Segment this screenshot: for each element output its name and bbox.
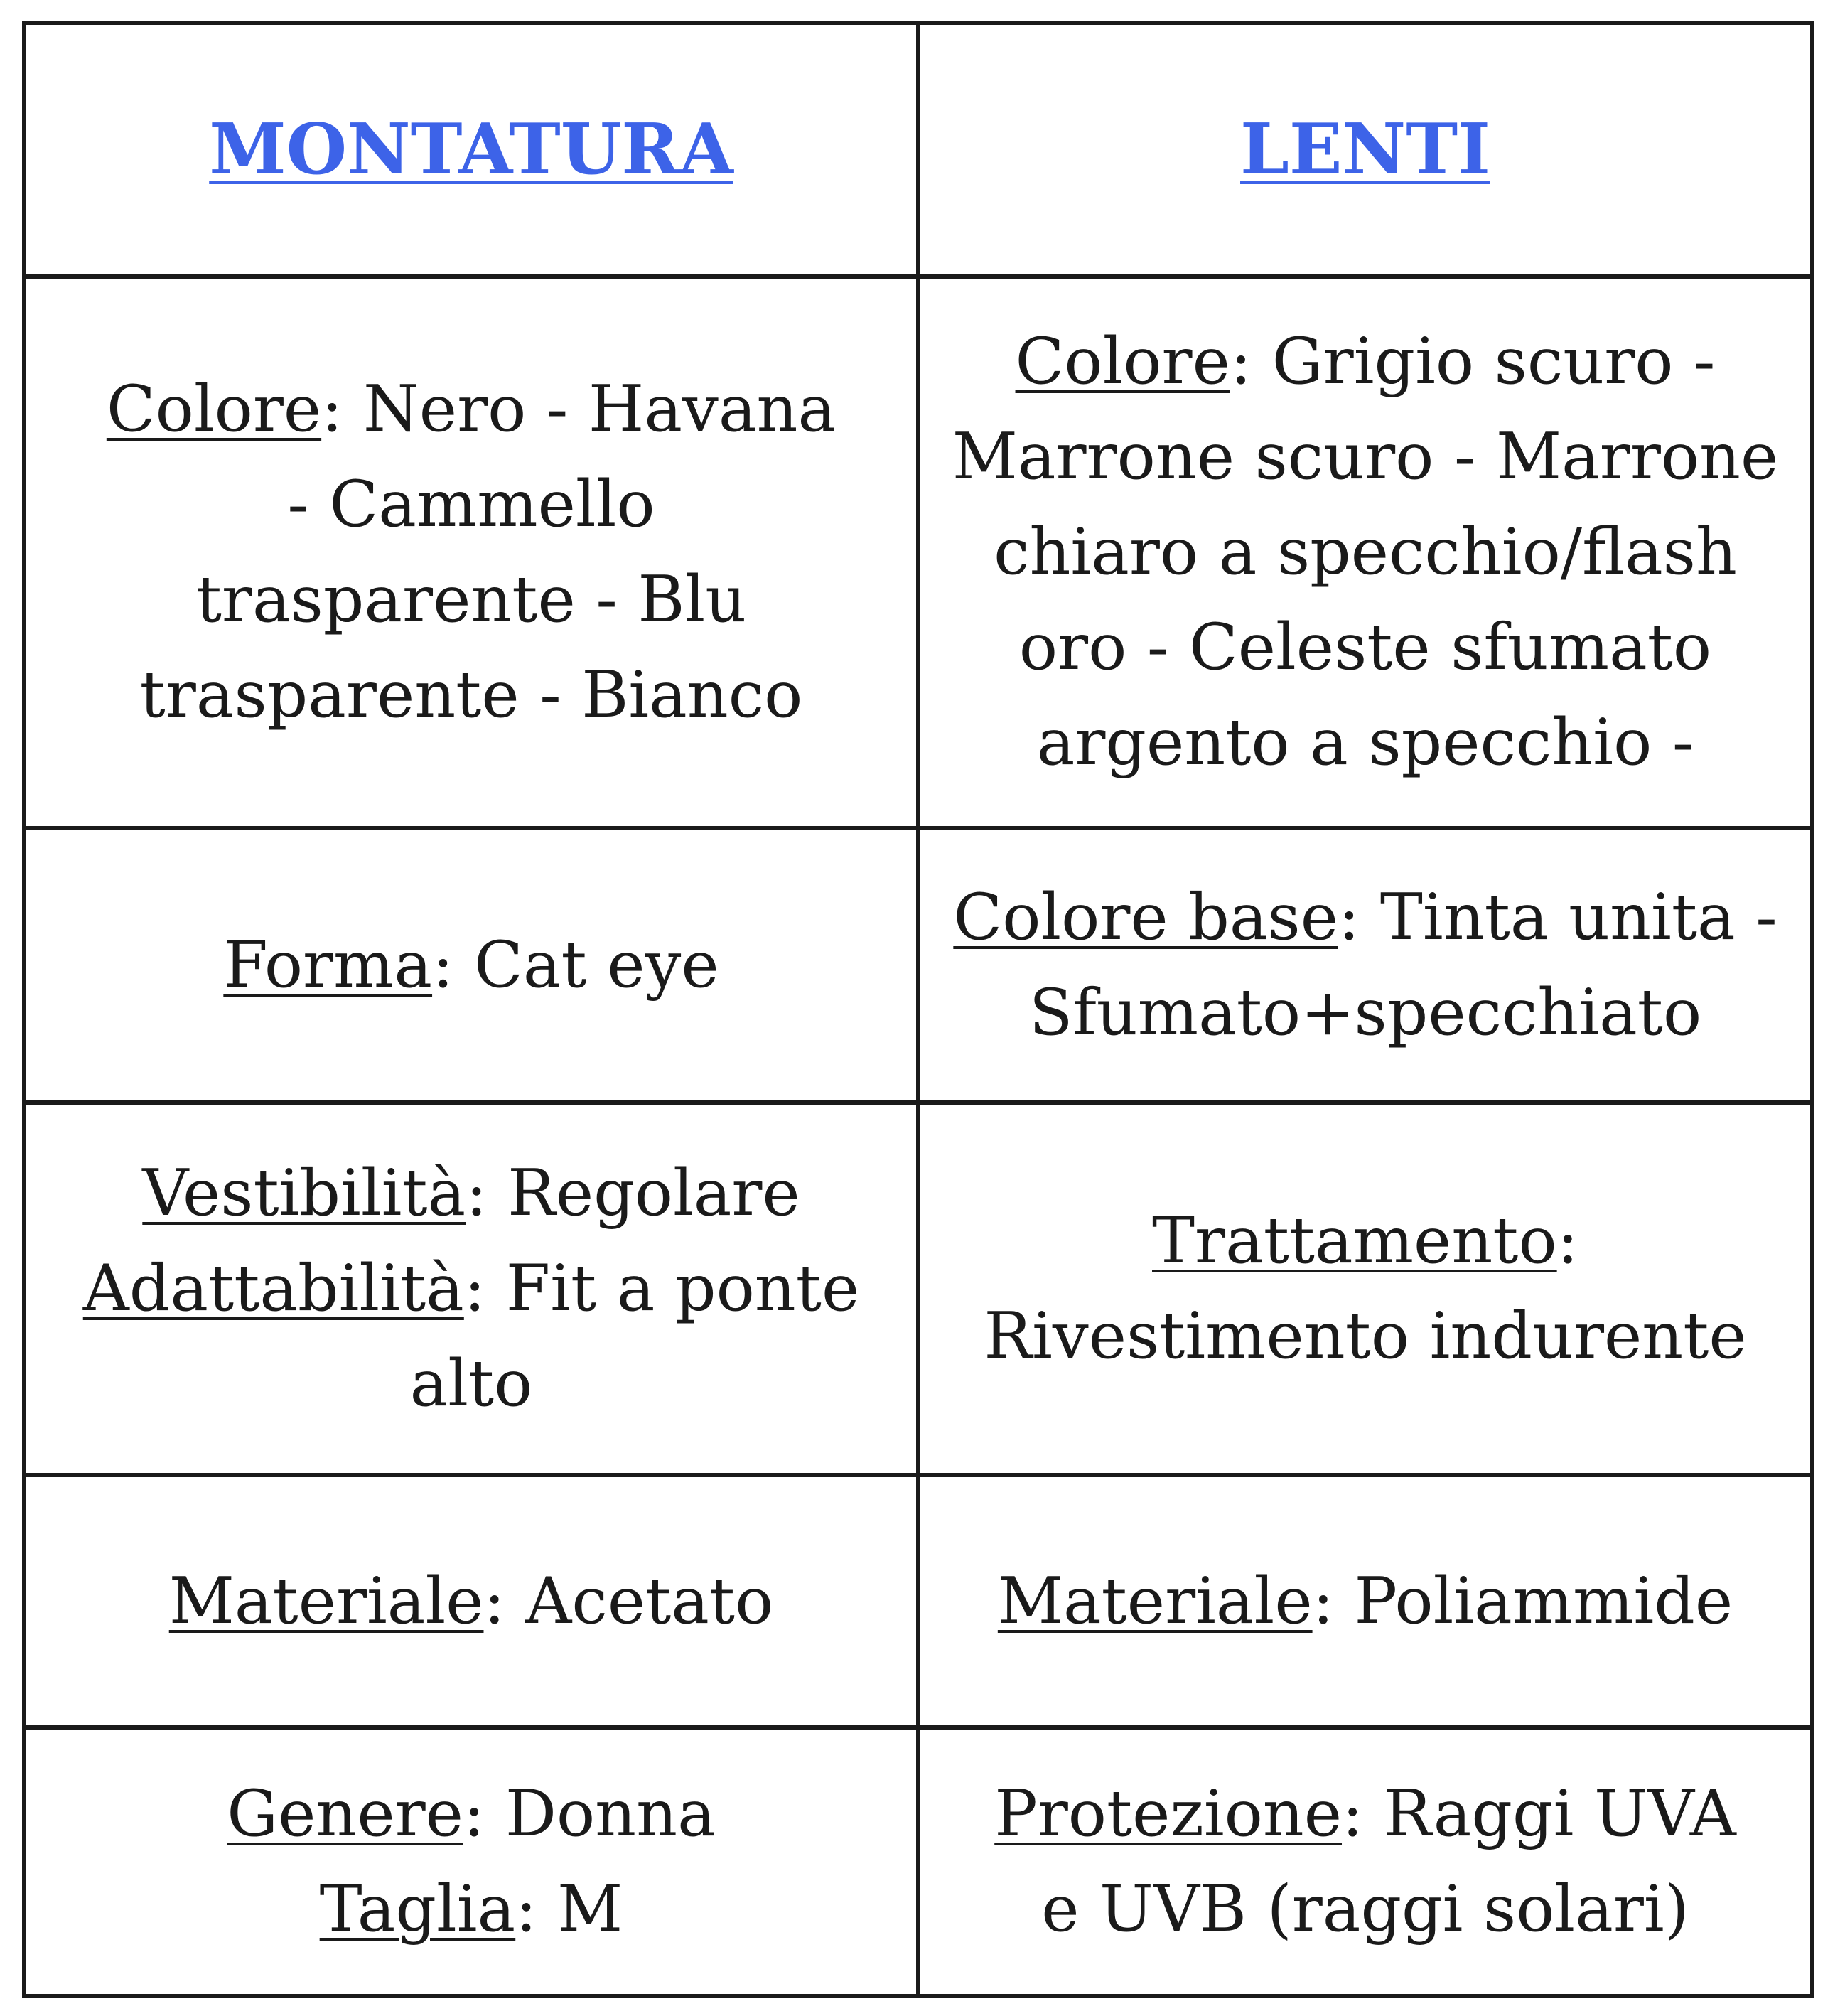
lenses-protezione-value: : Raggi UVA e UVB (raggi solari) — [1041, 1776, 1736, 1946]
frame-taglia-value: : M — [515, 1872, 623, 1946]
lenses-cell-materiale — [918, 1475, 1812, 1727]
spec-table — [22, 21, 1814, 1998]
lenses-trattamento-key: Trattamento — [1152, 1203, 1557, 1278]
frame-cell-vestibilita — [24, 1103, 918, 1475]
frame-taglia-key: Taglia — [319, 1872, 516, 1946]
frame-header-cell — [24, 23, 918, 277]
lenses-header-link[interactable]: LENTI — [1240, 108, 1490, 191]
frame-materiale-value: : Acetato — [483, 1563, 774, 1639]
frame-header-link[interactable]: MONTATURA — [209, 108, 733, 191]
frame-adattabilita-key: Adattabilità — [82, 1251, 464, 1326]
lenses-cell-trattamento — [918, 1103, 1812, 1475]
lenses-trattamento-value: : Rivestimento indurente — [984, 1203, 1747, 1373]
lenses-cell-colore — [918, 277, 1812, 828]
frame-vestibilita-key: Vestibilità — [142, 1156, 466, 1230]
lenses-colore-key: Colore — [1015, 324, 1230, 399]
frame-materiale-key: Materiale — [168, 1563, 484, 1639]
frame-cell-genere — [24, 1727, 918, 1996]
frame-genere-value: : Donna — [463, 1776, 716, 1851]
lenses-colore-base-key: Colore base — [953, 880, 1338, 955]
frame-forma-key: Forma — [223, 928, 433, 1002]
header-row — [24, 23, 1812, 277]
frame-colore-value: : Nero - Havana - Cammello trasparente - Blu trasparente - Bianco — [139, 372, 837, 732]
frame-colore-key: Colore — [106, 372, 322, 446]
frame-cell-materiale — [24, 1475, 918, 1727]
table-row — [24, 1727, 1812, 1996]
frame-genere-line — [55, 1766, 888, 1862]
lenses-materiale-value: : Poliammide — [1312, 1563, 1733, 1639]
lenses-protezione-key: Protezione — [994, 1776, 1343, 1851]
frame-vestibilita-line — [76, 1146, 866, 1241]
lenses-cell-protezione — [918, 1727, 1812, 1996]
table-row — [24, 1103, 1812, 1475]
lenses-header-cell — [918, 23, 1812, 277]
frame-adattabilita-line — [76, 1241, 866, 1432]
table-row — [24, 277, 1812, 828]
frame-cell-colore — [24, 277, 918, 828]
lenses-cell-colore-base — [918, 828, 1812, 1103]
frame-adattabilita-value: : Fit a ponte alto — [409, 1251, 860, 1421]
frame-forma-value: : Cat eye — [432, 928, 719, 1002]
frame-vestibilita-value: : Regolare — [466, 1156, 800, 1230]
lenses-materiale-key: Materiale — [997, 1563, 1313, 1639]
frame-taglia-line — [55, 1862, 888, 1957]
table-row — [24, 1475, 1812, 1727]
lenses-colore-base-value: : Tinta unita - Sfumato+specchiato — [1028, 880, 1777, 1050]
frame-cell-forma — [24, 828, 918, 1103]
table-row — [24, 828, 1812, 1103]
lenses-colore-value: : Grigio scuro - Marrone scuro - Marrone chiaro a specchio/flash oro - Celeste sfumato argento a specchio - — [952, 324, 1779, 780]
frame-genere-key: Genere — [227, 1776, 463, 1851]
